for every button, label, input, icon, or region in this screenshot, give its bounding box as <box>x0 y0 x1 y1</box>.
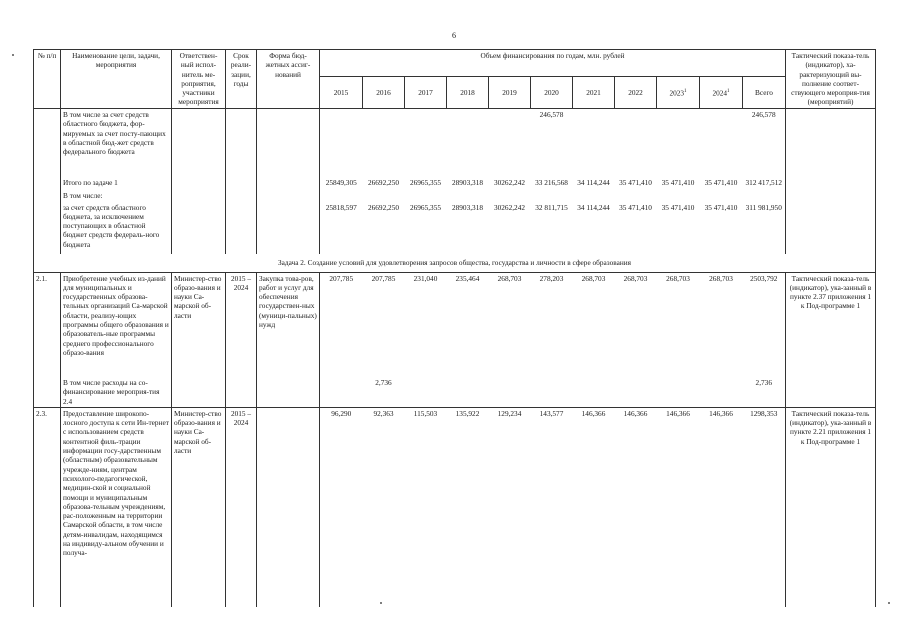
row-value: 30262,242 <box>493 202 525 212</box>
row-indicator: Тактический показа-тель (индикатор), ука-занный в пункте 2.37 приложения 1 к Под-программе 1 <box>786 272 876 377</box>
row-value <box>320 190 363 202</box>
row-value: 35 471,410 <box>661 202 695 212</box>
row-value <box>657 190 700 202</box>
header-name: Наименование цели, задачи, мероприятия <box>61 50 172 109</box>
row-value <box>573 190 615 202</box>
row-value: 268,703 <box>573 272 615 377</box>
row-number <box>34 190 61 202</box>
row-value: 246,578 <box>539 110 564 119</box>
row-value: 34 114,244 <box>577 177 610 187</box>
row-value: 278,203 <box>531 272 573 377</box>
row-value <box>489 190 531 202</box>
row-value: 143,577 <box>531 407 573 607</box>
row-value: 35 471,410 <box>661 177 695 187</box>
row-value: 207,785 <box>320 272 363 377</box>
row-responsible <box>172 109 226 177</box>
header-year: 2021 <box>573 77 615 109</box>
header-term: Срок реали-зации, годы <box>226 50 257 109</box>
row-form <box>257 377 320 407</box>
row-value: 35 471,410 <box>619 202 652 212</box>
header-year: 2019 <box>489 77 531 109</box>
row-value <box>363 109 405 177</box>
row-indicator <box>786 177 876 190</box>
row-value <box>700 190 743 202</box>
row-name: Предоставление широкопо-лосного доступа к сети Ин-тернет с использованием средств контентной филь-трации информации госу-дарственным (областным) образовательным учрежде-ниям, центрам психолого-педагогической, медицин-ской и социальной помощи и муниципальным образова-тельным учреждениям, рас-положенным на территории Самарской области, в том числе детям-инвалидам, находящимся на индивиду-альном обучении и получа- <box>61 407 172 607</box>
header-year: 2024$^1$ <box>700 77 743 109</box>
row-number: 2.1. <box>34 272 61 377</box>
row-value <box>531 377 573 407</box>
row-indicator <box>786 109 876 177</box>
row-form <box>257 407 320 607</box>
table-row <box>34 177 876 190</box>
header-responsible: Ответствен-ный испол-нитель ме-роприятия, участники мероприятия <box>172 50 226 109</box>
row-value <box>320 109 363 177</box>
header-num: № п/п <box>34 50 61 109</box>
row-responsible <box>172 202 226 254</box>
row-value <box>657 377 700 407</box>
row-number <box>34 177 61 190</box>
row-value: 25849,305 <box>325 177 357 187</box>
page-number: 6 <box>452 31 456 40</box>
row-value: 268,703 <box>657 272 700 377</box>
row-responsible <box>172 177 226 190</box>
row-value <box>447 377 489 407</box>
header-year: 2016 <box>363 77 405 109</box>
row-form <box>257 202 320 254</box>
row-value <box>489 377 531 407</box>
row-total: 312 417,512 <box>745 177 782 187</box>
row-value: 26692,250 <box>367 177 399 187</box>
row-value: 115,503 <box>405 407 447 607</box>
row-value: 35 471,410 <box>619 177 652 187</box>
scan-speck <box>12 54 14 56</box>
row-value: 146,366 <box>615 407 657 607</box>
row-value <box>573 377 615 407</box>
header-total: Всего <box>743 77 786 109</box>
row-value: 33 216,568 <box>535 177 568 187</box>
row-value <box>615 377 657 407</box>
row-value: 96,290 <box>320 407 363 607</box>
header-form: Форма бюд-жетных ассиг-нований <box>257 50 320 109</box>
row-value: 231,040 <box>405 272 447 377</box>
task-2-title: Задача 2. Создание условий для удовлетворения запросов общества, государства и личности в сфере образования <box>34 254 876 273</box>
row-name: Приобретение учебных из-даний для муниципальных и государственных образова-тельных организаций Са-марской области, реализу-ющих программы общего образования и образователь-ные программы среднего профессионального образо-вания <box>61 272 172 377</box>
table-row <box>34 109 876 177</box>
row-value <box>615 190 657 202</box>
row-indicator <box>786 377 876 407</box>
row-value: 146,366 <box>657 407 700 607</box>
row-responsible: Министер-ство образо-вания и науки Са-марской об-ласти <box>172 407 226 607</box>
row-responsible: Министер-ство образо-вания и науки Са-марской об-ласти <box>172 272 226 377</box>
row-value <box>320 377 363 407</box>
row-value <box>615 109 657 177</box>
row-term <box>226 202 257 254</box>
row-value: 235,464 <box>447 272 489 377</box>
row-name: В том числе за счет средств областного бюджета, фор-мируемых за счет посту-пающих в областной бюд-жет средств федерального бюджета <box>61 109 172 177</box>
row-value: 92,363 <box>363 407 405 607</box>
row-value: 268,703 <box>615 272 657 377</box>
row-value <box>405 109 447 177</box>
row-value: 207,785 <box>363 272 405 377</box>
row-value: 26965,355 <box>409 202 441 212</box>
row-responsible <box>172 377 226 407</box>
row-number <box>34 377 61 407</box>
row-value <box>405 190 447 202</box>
row-value <box>447 109 489 177</box>
row-term <box>226 177 257 190</box>
row-name: В том числе: <box>61 190 172 202</box>
row-term <box>226 377 257 407</box>
row-value: 26692,250 <box>367 202 399 212</box>
row-total: 246,578 <box>751 110 776 119</box>
row-value: 268,703 <box>489 272 531 377</box>
row-term <box>226 190 257 202</box>
row-name: за счет средств областного бюджета, за исключением поступающих в областной бюджет средств федераль-ного бюджета <box>61 202 172 254</box>
row-value <box>657 109 700 177</box>
row-value <box>489 109 531 177</box>
task-row <box>34 254 876 273</box>
row-form: Закупка това-ров, работ и услуг для обеспечения государствен-ных (муници-пальных) нужд <box>257 272 320 377</box>
row-name: Итого по задаче 1 <box>61 177 172 190</box>
header-year: 2020 <box>531 77 573 109</box>
row-total <box>743 190 786 202</box>
row-value <box>447 190 489 202</box>
row-indicator <box>786 202 876 254</box>
row-responsible <box>172 190 226 202</box>
row-value: 26965,355 <box>409 177 441 187</box>
funding-table <box>33 49 876 607</box>
table-row <box>34 377 876 407</box>
row-term <box>226 109 257 177</box>
row-value: 268,703 <box>700 272 743 377</box>
row-total: 2,736 <box>755 378 772 387</box>
row-form <box>257 109 320 177</box>
table-row <box>34 202 876 254</box>
header-funding: Объем финансирования по годам, млн. рублей <box>320 50 786 77</box>
table-row <box>34 272 876 377</box>
row-indicator <box>786 190 876 202</box>
table-header <box>34 50 876 109</box>
row-value: 25818,597 <box>325 202 357 212</box>
row-number <box>34 109 61 177</box>
header-indicator: Тактический показа-тель (индикатор), ха-рактеризующий вы-полнение соответ-ствующего мероприя-тия (мероприятий) <box>786 50 876 109</box>
row-value: 28903,318 <box>451 177 483 187</box>
row-value: 129,234 <box>489 407 531 607</box>
row-name: В том числе расходы на со-финансирование мероприя-тия 2.4 <box>61 377 172 407</box>
row-number: 2.3. <box>34 407 61 607</box>
row-value <box>363 190 405 202</box>
row-value <box>573 109 615 177</box>
header-year: 2017 <box>405 77 447 109</box>
row-value: 146,366 <box>700 407 743 607</box>
table-row <box>34 190 876 202</box>
row-form <box>257 177 320 190</box>
row-value: 30262,242 <box>493 177 525 187</box>
row-term: 2015 – 2024 <box>226 272 257 377</box>
row-value: 28903,318 <box>451 202 483 212</box>
row-total: 1298,353 <box>743 407 786 607</box>
row-value: 146,366 <box>573 407 615 607</box>
row-value: 135,922 <box>447 407 489 607</box>
row-term: 2015 – 2024 <box>226 407 257 607</box>
row-value: 2,736 <box>375 378 392 387</box>
row-form <box>257 190 320 202</box>
row-value: 35 471,410 <box>704 177 738 187</box>
row-value <box>531 190 573 202</box>
scan-speck <box>888 602 890 604</box>
row-value <box>700 109 743 177</box>
row-indicator: Тактический показа-тель (индикатор), ука-занный в пункте 2.21 приложения 1 к Под-программе 1 <box>786 407 876 607</box>
scan-speck <box>380 602 382 604</box>
row-number <box>34 202 61 254</box>
row-value: 34 114,244 <box>577 202 610 212</box>
row-value <box>700 377 743 407</box>
header-year: 2015 <box>320 77 363 109</box>
table-row <box>34 407 876 607</box>
row-value <box>405 377 447 407</box>
header-year: 2023$^1$ <box>657 77 700 109</box>
row-value: 35 471,410 <box>704 202 738 212</box>
header-year: 2018 <box>447 77 489 109</box>
row-total: 311 981,950 <box>745 202 782 212</box>
row-value: 32 811,715 <box>535 202 568 212</box>
header-year: 2022 <box>615 77 657 109</box>
row-total: 2503,792 <box>743 272 786 377</box>
